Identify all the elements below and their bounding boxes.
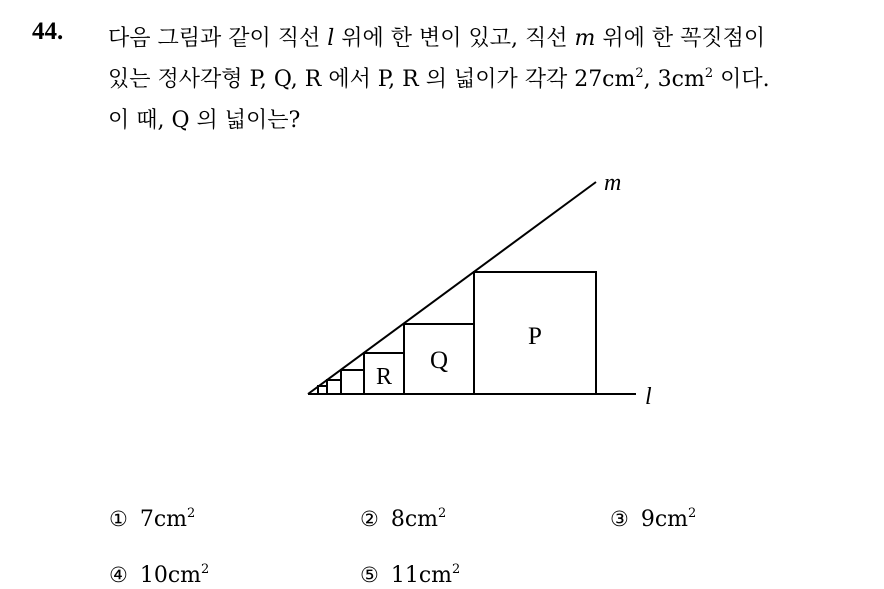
line-m: [308, 182, 596, 394]
stem-text: 위에 한 변이 있고, 직선: [334, 26, 575, 51]
choice-value: 10cm: [139, 563, 202, 588]
stem-superscript: 2: [635, 66, 644, 81]
choice-1[interactable]: [109, 507, 195, 532]
choice-2[interactable]: [360, 507, 446, 532]
label-q: Q: [429, 347, 449, 374]
choice-mark: ⑤: [360, 563, 379, 587]
stem-text: 이 때, Q 의 넓이는?: [108, 108, 301, 133]
choice-value: 9cm: [640, 507, 689, 532]
question-number: 44.: [32, 18, 64, 45]
stem-var-l: l: [327, 26, 335, 51]
stem-text: 있는 정사각형 P, Q, R 에서 P, R 의 넓이가 각각 27cm: [108, 67, 636, 92]
label-m: m: [604, 170, 622, 196]
stem-superscript: 2: [704, 66, 714, 81]
square-small-2: [327, 380, 341, 394]
choice-superscript: 2: [201, 562, 210, 577]
stem-text: 이다.: [713, 67, 770, 92]
choice-mark: ③: [610, 507, 629, 531]
choice-3[interactable]: [610, 507, 696, 532]
label-l: l: [645, 384, 652, 410]
square-small-1: [341, 370, 364, 394]
choice-superscript: 2: [187, 506, 196, 521]
stem-var-m: m: [574, 26, 596, 51]
stem-text: 위에 한 꼭짓점이: [595, 26, 766, 51]
choice-4[interactable]: [109, 563, 209, 588]
square-small-3: [318, 386, 327, 394]
choice-superscript: 2: [438, 506, 447, 521]
label-r: R: [375, 364, 393, 390]
stem-text: , 3cm: [643, 67, 705, 92]
choice-mark: ②: [360, 507, 379, 531]
choice-value: 11cm: [390, 563, 453, 588]
choice-mark: ④: [109, 563, 128, 587]
choice-mark: ①: [109, 507, 128, 531]
choice-5[interactable]: [360, 563, 460, 588]
choice-value: 8cm: [390, 507, 439, 532]
stem-text: 다음 그림과 같이 직선: [108, 26, 328, 51]
choice-superscript: 2: [452, 562, 461, 577]
label-p: P: [528, 323, 542, 350]
choice-value: 7cm: [139, 507, 188, 532]
choice-superscript: 2: [688, 506, 697, 521]
